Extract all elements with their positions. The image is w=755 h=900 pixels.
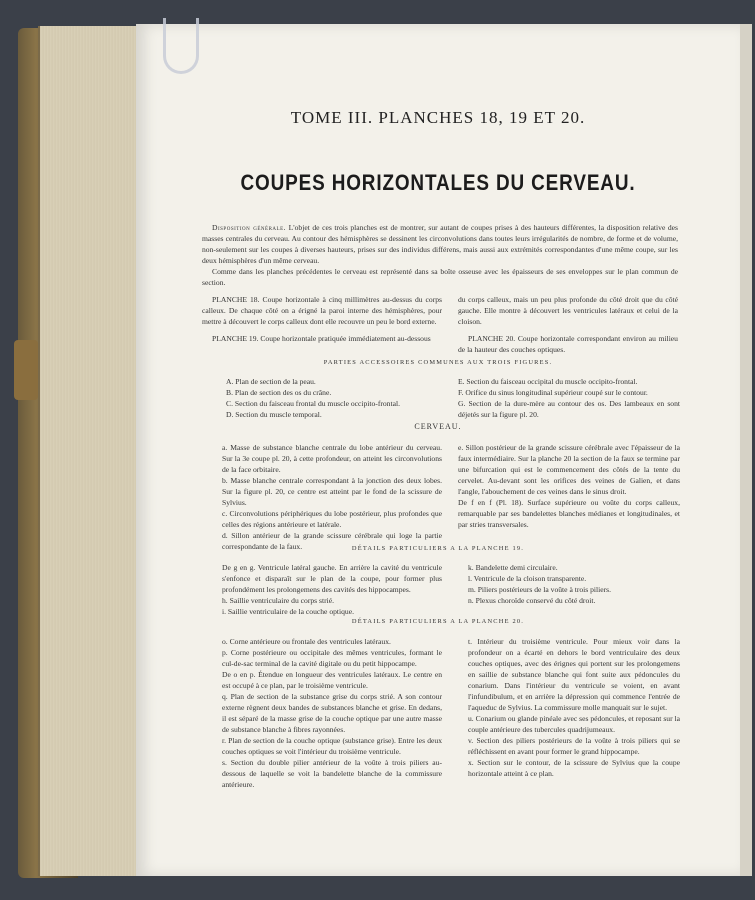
common-list-left — [226, 376, 450, 420]
planche-20-col-right: t. Intérieur du troisième ventricule. Pour mieux voir dans la profondeur on a écarté en dehors le bord ventriculaire des deux couches optiques, avec des érignes qui portent sur les prolongemens en saillie de substance blanche qui font suite aux pédoncules du conarium. Dans l'intérieur du ventricule se voient, en avant l'infundibulum, et en arrière la dépression qui commence l'entrée de l'aqueduc de Sylvius. La commissure molle manquait sur le sujet. u. Conarium ou glande pinéale avec ses pédoncules, et reposant sur la couple antérieure des tubercules quadrijumeaux. v. Section des piliers postérieurs de la voûte à trois piliers qui se réfléchissent en avant pour former le grand hippocampe. x. Section sur le contour, de la scissure de Sylvius que la coupe horizontale atteint à ce plan. — [468, 637, 680, 778]
planche-20-label: PLANCHE 20. — [468, 334, 516, 343]
planche-col-right — [458, 294, 678, 355]
planche-20-col-left: o. Corne antérieure ou frontale des ventricules latéraux. p. Corne postérieure ou occipitale des mêmes ventricules, formant le cul-de-sac terminal de la cavité digitale ou du petit hippocampe. De o en p. Étendue en longueur des ventricules latéraux. Le centre en est occupé à ce plan, par le troisième ventricule. q. Plan de section de la substance grise du corps strié. A son contour externe règnent deux bandes de substances blanche et grise. En dedans, il est séparé de la masse grise de la couche optique par une autre masse de substance blanche à fibres rayonnées. r. Plan de section de la couche optique (substance grise). Entre les deux couches optiques se voit l'intérieur du troisième ventricule. s. Section du double pilier antérieur de la voûte à trois piliers au-dessous de laquelle se voit la bandelette blanche de la commissure antérieure. — [222, 637, 442, 789]
planche-19-continuation: du corps calleux, mais un peu plus profonde du côté droit que du côté gauche. Elle montre à découvert les ventricules latéraux et celui de la cloison. — [458, 295, 678, 326]
cerveau-col-left: a. Masse de substance blanche centrale du lobe antérieur du cerveau. Sur la 3e coupe pl. 20, à cette profondeur, on atteint les circonvolutions de la face orbitaire. b. Masse blanche centrale correspondant à la jonction des deux lobes. Sur la figure pl. 20, ce centre est atteint par le fond de la scissure de Sylvius. c. Circonvolutions périphériques du lobe postérieur, plus profondes que celles des régions antérieure et latérale. d. Sillon antérieur de la grande scissure cérébrale qui loge la partie correspondante de la faux. — [222, 443, 442, 551]
cerveau-col-right: e. Sillon postérieur de la grande scissure cérébrale avec l'épaisseur de la faux intermédiaire. Sur la planche 20 la section de la faux se termine par une bifurcation qui est le commencement des côtés de la tente du cervelet. Au-devant sont les orifices des veines de Galien, et dans l'angle, l'abouchement de ces veines dans le sinus droit. De f en f (Pl. 18). Surface supérieure ou voûte du corps calleux, remarquable par ses bandelettes blanches médianes et longitudinales, et par stries transversales. — [458, 443, 680, 529]
section-heading-common: PARTIES ACCESSOIRES COMMUNES AUX TROIS FIGURES. — [323, 359, 553, 366]
list-item: A. Plan de section de la peau. — [226, 377, 316, 386]
list-item: m. Piliers postérieurs de la voûte à trois piliers. — [468, 585, 611, 594]
list-item: D. Section du muscle temporal. — [226, 410, 322, 419]
list-item: B. Plan de section des os du crâne. — [226, 388, 332, 397]
page-edges — [38, 26, 138, 876]
list-item: n. Plexus choroïde conservé du côté droit. — [468, 596, 596, 605]
book-clasp — [14, 340, 38, 400]
planche-19-text: Coupe horizontale pratiquée immédiatement au-dessous — [260, 334, 431, 343]
list-item: G. Section de la dure-mère au contour des os. Des lambeaux en sont déjetés sur la figure pl. 20. — [458, 399, 680, 419]
intro-block — [202, 222, 678, 288]
list-item: k. Bandelette demi circulaire. — [468, 563, 558, 572]
list-item: C. Section du faisceau frontal du muscle occipito-frontal. — [226, 399, 400, 408]
page-right-edge — [740, 24, 752, 876]
planche-20-text: Coupe horizontale correspondant environ au milieu de la hauteur des couches optiques. — [458, 334, 678, 354]
intro-text: L'objet de ces trois planches est de montrer, sur autant de coupes prises à des hauteurs différentes, la disposition relative des masses centrales du cerveau. Au contour des hémisphères se dessinent les circonvolutions dans toutes leurs irrégularités de nombre, de forme et de volume, non-seulement sur les coupes à diverses hauteurs, prises sur des individus différens, mais aussi aux extrémités correspondantes d'une même coupe, sur les deux hémisphères d'un même cerveau. — [202, 223, 678, 265]
section-heading-planche-19: DÉTAILS PARTICULIERS A LA PLANCHE 19. — [351, 545, 525, 552]
intro-text-2: Comme dans les planches précédentes le cerveau est représenté dans sa boîte osseuse avec les épaisseurs de ses enveloppes sur le plan commun de section. — [202, 267, 678, 287]
planche-18-text: Coupe horizontale à cinq millimètres au-dessus du corps calleux. De chaque côté on a érigné la paroi interne des hémisphères, pour mettre à découvert le corps calleux dont elle recouvre un peu le bord externe. — [202, 295, 442, 326]
bookmark-clip-icon — [163, 18, 199, 74]
planche-col-left — [202, 294, 442, 344]
volume-header: TOME III. PLANCHES 18, 19 ET 20. — [290, 108, 586, 127]
planche-19-col-left: De g en g. Ventricule latéral gauche. En arrière la cavité du ventricule s'enfonce et disparaît sur le plan de la coupe, pour former plus profondément les prolongemens des cavités des hippocampes. h. Saillie ventriculaire du corps strié. i. Saillie ventriculaire de la couche optique. — [222, 563, 442, 616]
page-title: COUPES HORIZONTALES DU CERVEAU. — [240, 170, 636, 195]
intro-label: Disposition générale. — [212, 223, 287, 232]
planche-18-label: PLANCHE 18. — [212, 295, 260, 304]
list-item: l. Ventricule de la cloison transparente. — [468, 574, 587, 583]
common-list-right — [458, 376, 680, 420]
section-heading-cerveau: CERVEAU. — [414, 422, 462, 431]
section-heading-planche-20: DÉTAILS PARTICULIERS A LA PLANCHE 20. — [351, 618, 525, 625]
list-item: F. Orifice du sinus longitudinal supérieur coupé sur le contour. — [458, 388, 648, 397]
planche-19-label: PLANCHE 19. — [212, 334, 259, 343]
planche-19-col-right — [468, 562, 680, 606]
list-item: E. Section du faisceau occipital du muscle occipito-frontal. — [458, 377, 638, 386]
